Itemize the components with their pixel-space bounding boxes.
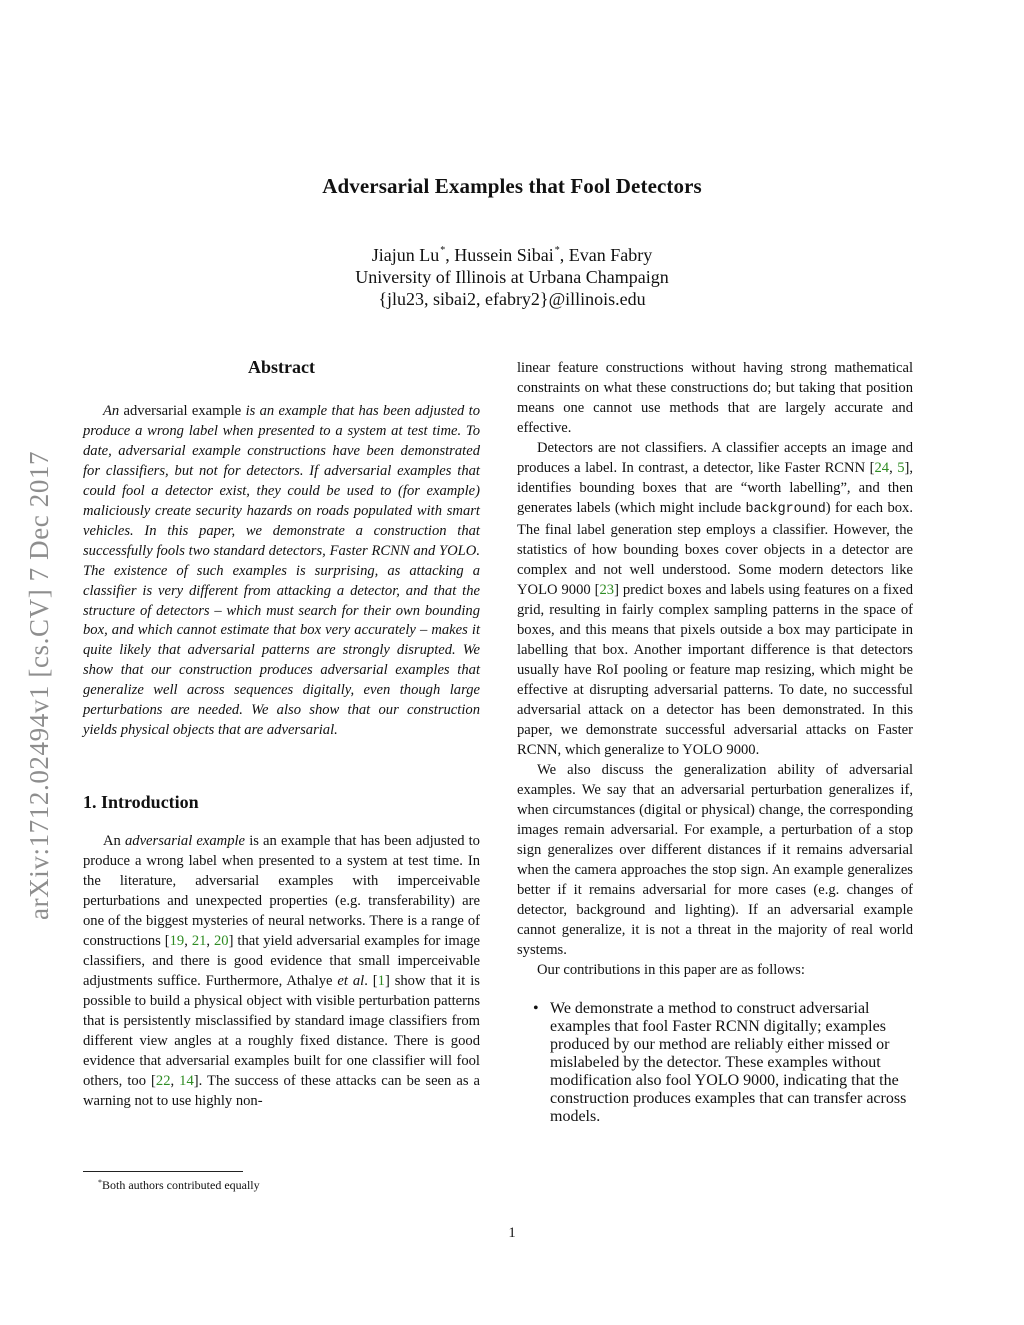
author-1: Jiajun Lu — [371, 245, 440, 265]
footnote-text: Both authors contributed equally — [102, 1178, 260, 1192]
author-block — [0, 240, 1024, 310]
text-run: ] that yield adversarial examples for image classifiers, and there is good evidence that small imperceivable adjustments suffice. Furthermore, Athalye — [83, 933, 480, 990]
text-run: , — [170, 1073, 180, 1090]
citation-link[interactable]: 14 — [179, 1073, 194, 1090]
text-run: , — [206, 933, 214, 950]
list-item: • We demonstrate a method to construct adversarial examples that fool Faster RCNN digitally; examples produced by our method are reliably either missed or mislabeled by the detector. These examples without modification also fool YOLO 9000, indicating that the construction produces examples that can transfer across models. — [517, 1000, 913, 1126]
equal-contribution-mark: * — [554, 245, 560, 256]
citation-link[interactable]: 5 — [897, 460, 905, 476]
footnote — [98, 1178, 260, 1193]
author-names: Jiajun Lu*, Hussein Sibai*, Evan Fabry — [371, 245, 653, 265]
citation-link[interactable]: 22 — [155, 1073, 171, 1090]
body-paragraph — [517, 438, 913, 760]
author-2: Hussein Sibai — [454, 245, 554, 265]
body-paragraph: Our contributions in this paper are as follows: — [537, 962, 805, 978]
text-run: An — [103, 833, 121, 850]
intro-paragraph — [83, 831, 480, 1111]
text-run: , — [184, 933, 192, 950]
code-term: background — [745, 502, 826, 517]
body-paragraph: linear feature constructions without having strong mathematical constraints on what these constructions do; but taking that position means one cannot use methods that are largely accurate and effective. — [517, 360, 913, 436]
citation-link[interactable]: 23 — [599, 582, 615, 598]
text-run: ] show that it is possible to build a physical object with visible perturbation patterns that is persistently misclassified by standard image classifiers from different view angles at a roughly fixed distance. There is good evidence that adversarial examples built for one classifier will fool others, too [ — [83, 973, 480, 1090]
arxiv-stamp: arXiv:1712.02494v1 [cs.CV] 7 Dec 2017 — [24, 450, 54, 920]
footnote-mark: * — [98, 1178, 102, 1187]
affiliation: University of Illinois at Urbana Champaign — [355, 267, 669, 287]
text-run: ) for each box. The final label generation step employs a classifier. However, the statistics of how bounding boxes cover objects in a detector are complex and not well understood. Some modern detectors like YOLO 9000 [ — [517, 500, 913, 598]
equal-contribution-mark: * — [440, 245, 446, 256]
abstract-text — [83, 402, 480, 741]
text-run: is an example that has been adjusted to produce a wrong label when presented to a system at test time. In the literature, adversarial examples with imperceivable perturbations and unexpected properties (e.g. transferability) are one of the biggest mysteries of neural networks. There is a range of constructions [ — [83, 833, 480, 950]
page-number: 1 — [508, 1225, 516, 1241]
text-run: Detectors are not classifiers. A classifier accepts an image and produces a label. In contrast, a detector, like Faster RCNN [ — [517, 440, 913, 476]
emphasis: et al — [337, 973, 365, 990]
left-column — [83, 357, 480, 1111]
citation-link[interactable]: 21 — [191, 933, 207, 950]
contributions-list — [517, 1000, 913, 1126]
author-emails: {jlu23, sibai2, efabry2}@illinois.edu — [378, 289, 646, 309]
footnote-rule — [83, 1171, 243, 1172]
citation-link[interactable]: 24 — [874, 460, 890, 476]
emphasis: adversarial example — [124, 833, 246, 850]
abstract-heading: Abstract — [248, 357, 315, 377]
paper-title: Adversarial Examples that Fool Detectors — [322, 174, 702, 198]
body-paragraph: We also discuss the generalization ability of adversarial examples. We say that an adversarial perturbation generalizes if, when circumstances (digital or physical) change, the corresponding images remain adversarial. For example, a perturbation of a stop sign generalizes over different distances if it remains adversarial when the camera approaches the stop sign. An example generalizes better if it remains adversarial for more cases (e.g. changes of detector, background and lighting). If an adversarial example cannot generalize, it is not a threat in the majority of real world systems. — [517, 762, 913, 958]
citation-link[interactable]: 20 — [214, 933, 229, 950]
text-run: ]. The success of these attacks can be seen as a warning not to use highly non- — [83, 1073, 481, 1110]
author-3: Evan Fabry — [568, 245, 653, 265]
citation-link[interactable]: 19 — [169, 933, 185, 950]
abstract-body: is an example that has been adjusted to produce a wrong label when presented to a system at test time. To date, adversarial example constructions have been demonstrated for classifiers, but not for detectors. If adversarial examples that could fool a detector exist, they could be used to (for example) maliciously create security hazards on roads populated with smart vehicles. In this paper, we demonstrate a construction that successfully fools two standard detectors, Faster RCNN and YOLO. The existence of such examples is surprising, as attacking a classifier is very different from attacking a detector, and that the structure of detectors – which must search for their own bounding box, and which cannot estimate that box very accurately – makes it quite likely that adversarial patterns are strongly disrupted. We show that our construction produces adversarial examples that generalize well across sequences digitally, even though large perturbations are needed. We also show that our construction yields physical objects that are adversarial. — [83, 403, 480, 739]
text-run: . [ — [364, 973, 378, 990]
right-column — [517, 358, 913, 1126]
citation-link[interactable]: 1 — [377, 973, 385, 990]
abstract-term: adversarial example — [123, 403, 242, 419]
text-run: ], identifies bounding boxes that are “worth labelling”, and then generates labels (which might include — [517, 460, 914, 516]
abstract-lead: An — [103, 403, 120, 419]
text-run: , — [889, 460, 898, 476]
text-run: ] predict boxes and labels using features on a fixed grid, resulting in fairly complex sampling patterns in the space of boxes, and this means that pixels outside a box may participate in labelling that box. Another important difference is that detectors usually have RoI pooling or feature map resizing, which might be effective at disrupting adversarial patterns. To date, no successful adversarial attack on a detector has been demonstrated. In this paper, we demonstrate successful adversarial attacks on Faster RCNN, which generalize to YOLO 9000. — [517, 582, 913, 758]
section-heading-introduction: 1. Introduction — [83, 792, 199, 813]
